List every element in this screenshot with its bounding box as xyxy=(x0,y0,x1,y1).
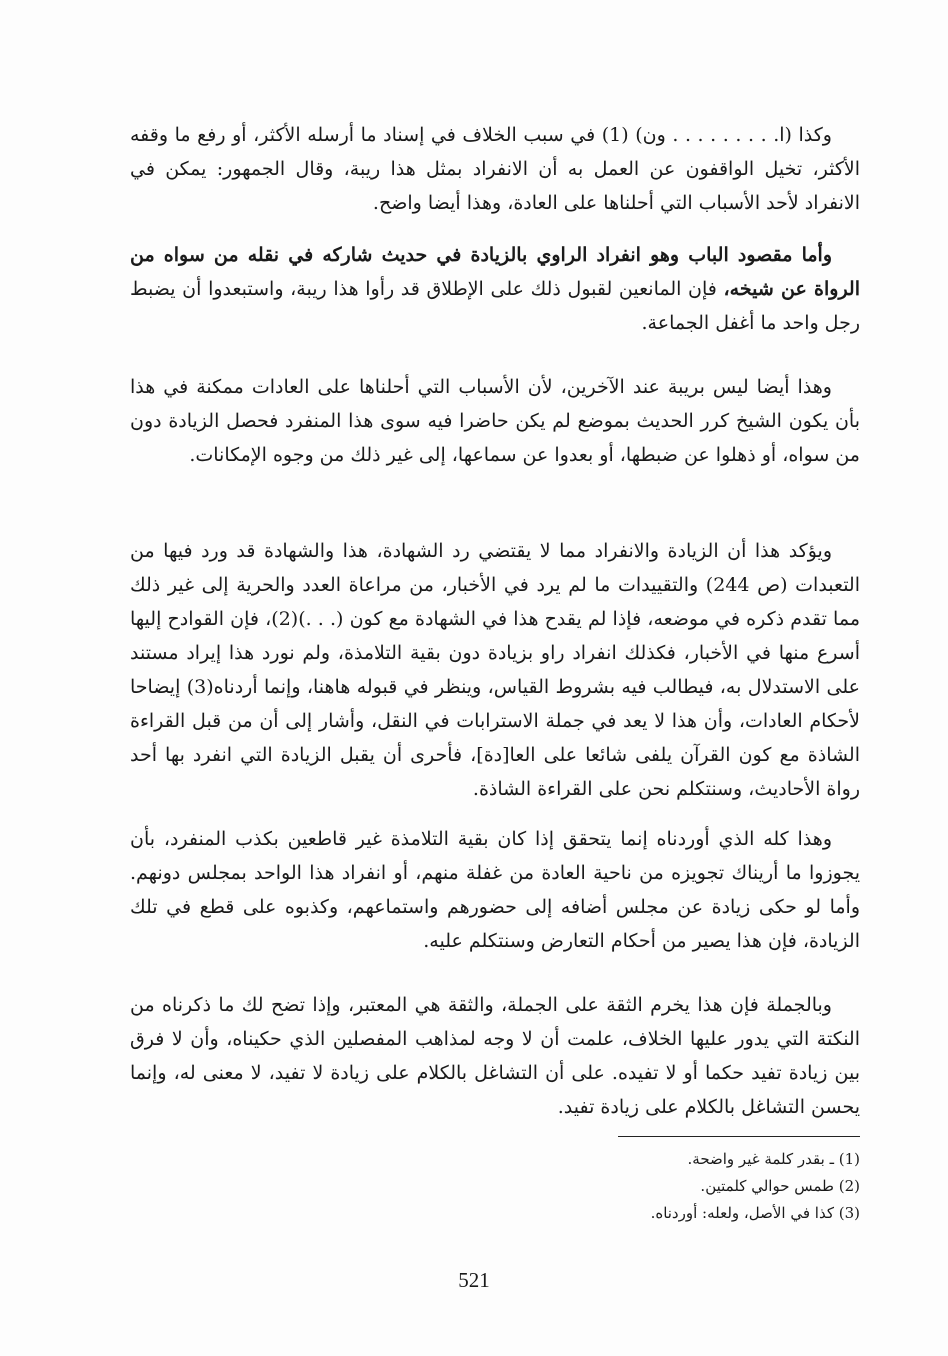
paragraph-1-text: وكذا (ا. . . . . . . . . ون) (1) في سبب الخلاف في إسناد ما أرسله الأكثر، أو رفع ما وقفه الأكثر، تخيل الواقفون عن العمل به أن الانفراد بمثل هذا ريبة، وقال الجمهور: يمكن في الانفراد لأحد الأسباب التي أحلناها على العادة، وهذا أيضا واضح. xyxy=(130,124,860,214)
footnotes xyxy=(430,1146,860,1227)
page-number: 521 xyxy=(458,1268,490,1292)
paragraph-3 xyxy=(130,370,860,472)
paragraph-4 xyxy=(130,534,860,806)
paragraph-1 xyxy=(130,118,860,220)
paragraph-4-text: ويؤكد هذا أن الزيادة والانفراد مما لا يقتضي رد الشهادة، هذا والشهادة قد ورد فيها من التعبدات (ص 244) والتقييدات ما لم يرد في الأخبار، من مراعاة العدد والحرية إلى غير ذلك مما تقدم ذكره في موضعه، فإذا لم يقدح هذا في الشهادة مع كون (. . .)(2)، فإن القوادح إليها أسرع منها في الأخبار، فكذلك انفراد راو بزيادة دون بقية التلامذة، ولم نورد هذا إيراد مستند على الاستدلال به، فيطالب فيه بشروط القياس، وينظر في قبوله هاهنا، وإنما أردناه(3) إيضاحا لأحكام العادات، وأن هذا لا يعد في جملة الاسترابات في النقل، وأشار إلى أن من قبل القراءة الشاذة مع كون القرآن يلفى شائعا على العا[دة]، فأحرى أن يقبل الزيادة التي انفرد بها أحد رواة الأحاديث، وسنتكلم نحن على القراءة الشاذة. xyxy=(130,540,860,800)
paragraph-6-text: وبالجملة فإن هذا يخرم الثقة على الجملة، والثقة هي المعتبر، وإذا تضح لك ما ذكرناه من النكتة التي يدور عليها الخلاف، علمت أن لا وجه لمذاهب المفصلين الذي حكيناه، وأن لا فرق بين زيادة تفيد حكما أو لا تفيده. على أن التشاغل بالكلام على زيادة لا تفيد، لا معنى له، وإنما يحسن التشاغل بالكلام على زيادة تفيد. xyxy=(130,994,860,1118)
paragraph-2 xyxy=(130,238,860,340)
footnote-divider xyxy=(618,1136,860,1137)
paragraph-2-text: فإن المانعين لقبول ذلك على الإطلاق قد رأوا هذا ريبة، واستبعدوا أن يضبط رجل واحد ما أغفل الجماعة. xyxy=(130,278,860,334)
footnote-1: (1) ـ بقدر كلمة غير واضحة. xyxy=(687,1150,860,1168)
footnote-3: (3) كذا في الأصل، ولعله: أوردناه. xyxy=(650,1204,860,1222)
paragraph-6 xyxy=(130,988,860,1124)
footnote-2: (2) طمس حوالي كلمتين. xyxy=(700,1177,860,1195)
paragraph-5 xyxy=(130,822,860,958)
paragraph-3-text: وهذا أيضا ليس بريبة عند الآخرين، لأن الأسباب التي أحلناها على العادات ممكنة في هذا بأن يكون الشيخ كرر الحديث بموضع لم يكن حاضرا فيه سوى هذا المنفرد فحصل الزيادة دون من سواه، أو ذهلوا عن ضبطها، أو بعدوا عن سماعها، إلى غير ذلك من وجوه الإمكانات. xyxy=(130,376,860,466)
paragraph-5-text: وهذا كله الذي أوردناه إنما يتحقق إذا كان بقية التلامذة غير قاطعين بكذب المنفرد، بأن يجوزوا ما أريناك تجويزه من ناحية العادة من غفلة منهم، أو انفراد هذا الواحد بمجلس دونهم. وأما لو حكى زيادة عن مجلس أضافه إلى حضورهم واستماعهم، وكذبوه على قطع في تلك الزيادة، فإن هذا يصير من أحكام التعارض وسنتكلم عليه. xyxy=(130,828,860,952)
paragraph-2-bold-heading: وأما مقصود الباب وهو انفراد الراوي بالزيادة في حديث شاركه في نقله من سواه من الرواة عن شيخه، xyxy=(130,244,860,300)
